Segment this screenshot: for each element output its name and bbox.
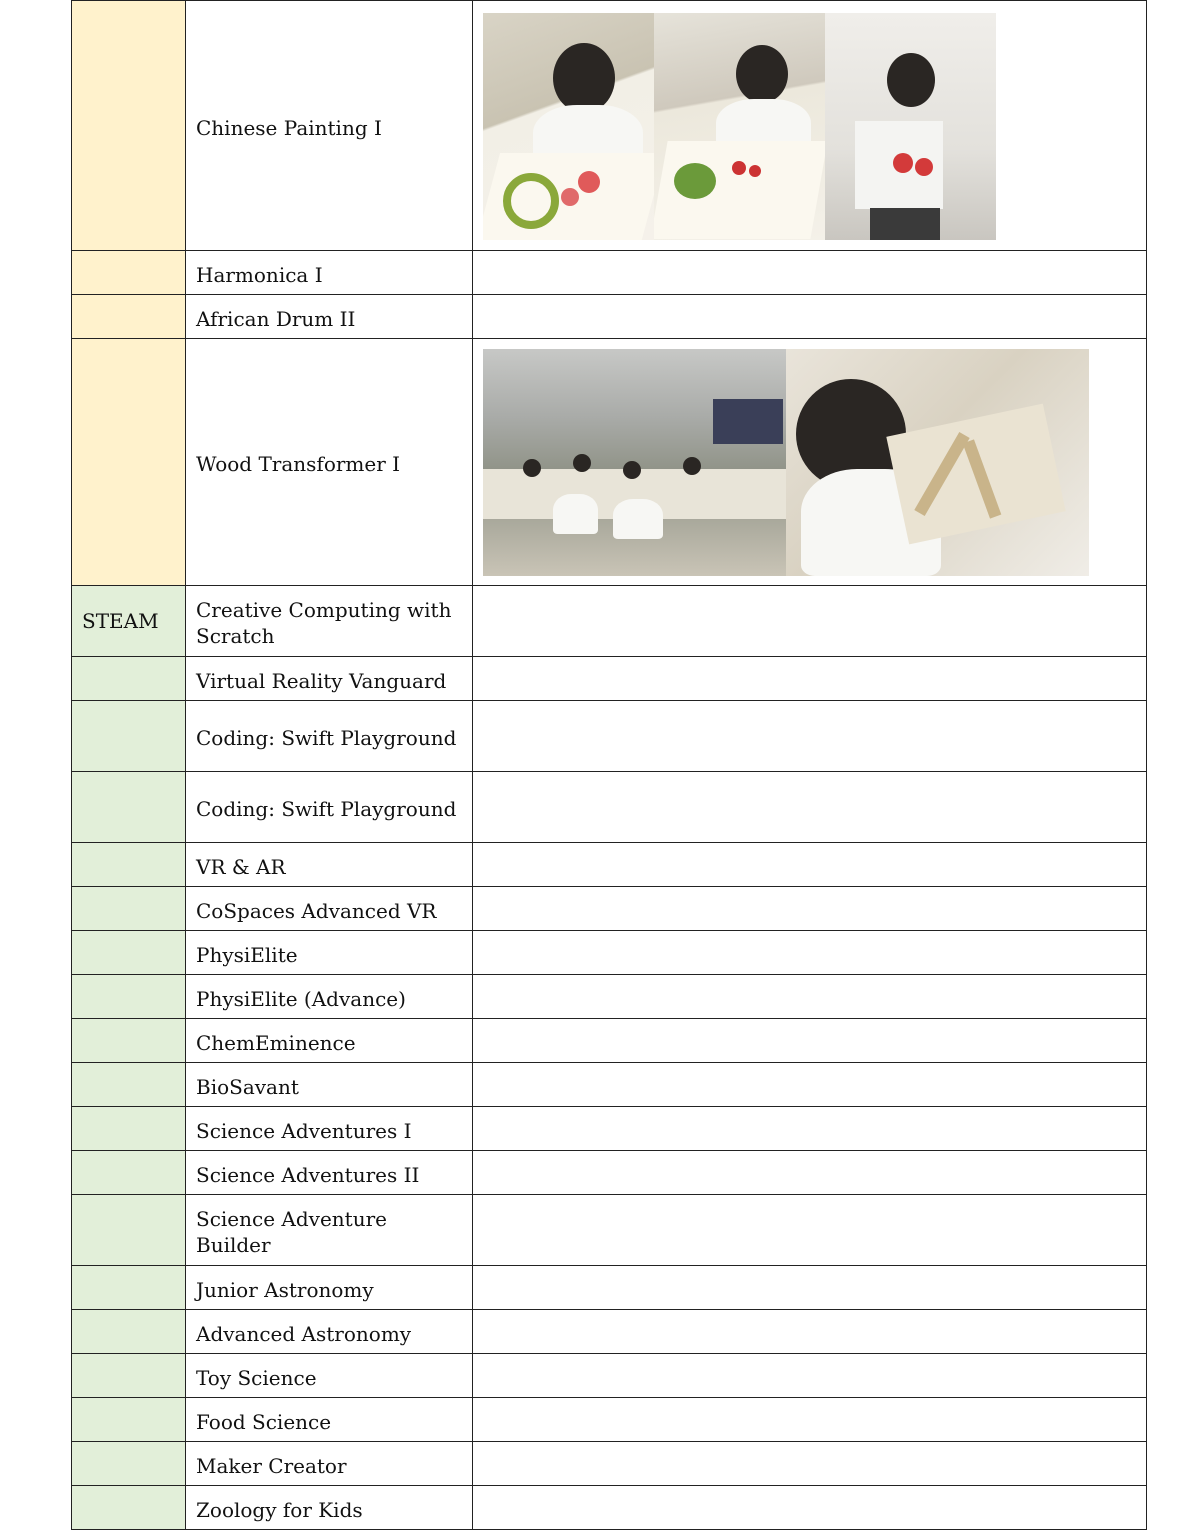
category-cell <box>72 295 186 339</box>
photo-cell <box>473 1266 1147 1310</box>
table-row <box>72 1195 1147 1266</box>
photo-cell <box>473 1310 1147 1354</box>
category-cell <box>72 887 186 931</box>
table-row <box>72 1486 1147 1530</box>
category-cell <box>72 772 186 843</box>
table-row <box>72 931 1147 975</box>
photo-cell <box>473 251 1147 295</box>
wood-transformer-photo-1 <box>483 349 786 576</box>
category-cell <box>72 1151 186 1195</box>
category-cell <box>72 1195 186 1266</box>
table-row <box>72 1107 1147 1151</box>
table-row <box>72 1266 1147 1310</box>
activity-name: Coding: Swift Playground <box>186 701 473 772</box>
category-cell <box>72 1354 186 1398</box>
category-cell <box>72 843 186 887</box>
photo-cell <box>473 931 1147 975</box>
activity-name: Science Adventure Builder <box>186 1195 473 1266</box>
activity-name: Food Science <box>186 1398 473 1442</box>
chinese-painting-photo-1 <box>483 13 654 240</box>
table-row <box>72 1019 1147 1063</box>
activity-name: Wood Transformer I <box>186 339 473 586</box>
activity-name: Creative Computing with Scratch <box>186 586 473 657</box>
table-row <box>72 1 1147 251</box>
activity-name: African Drum II <box>186 295 473 339</box>
photo-cell <box>473 1354 1147 1398</box>
photo-cell <box>473 1442 1147 1486</box>
activity-name: Junior Astronomy <box>186 1266 473 1310</box>
activity-name: Zoology for Kids <box>186 1486 473 1530</box>
photo-cell <box>473 586 1147 657</box>
activity-name: CoSpaces Advanced VR <box>186 887 473 931</box>
table-row <box>72 586 1147 657</box>
activity-name: Maker Creator <box>186 1442 473 1486</box>
activity-name: PhysiElite <box>186 931 473 975</box>
chinese-painting-photo-3 <box>825 13 996 240</box>
activity-name: Virtual Reality Vanguard <box>186 657 473 701</box>
photo-cell <box>473 339 1147 586</box>
photo-cell <box>473 772 1147 843</box>
table-row <box>72 975 1147 1019</box>
category-cell <box>72 1310 186 1354</box>
category-cell <box>72 931 186 975</box>
activity-name: BioSavant <box>186 1063 473 1107</box>
wood-transformer-photo-2 <box>786 349 1089 576</box>
table-row <box>72 1398 1147 1442</box>
photo-cell <box>473 1195 1147 1266</box>
photo-cell <box>473 975 1147 1019</box>
activity-name: Science Adventures II <box>186 1151 473 1195</box>
photo-cell <box>473 887 1147 931</box>
photo-cell <box>473 295 1147 339</box>
category-cell <box>72 1398 186 1442</box>
category-label: STEAM <box>72 586 186 657</box>
activity-name: VR & AR <box>186 843 473 887</box>
category-cell <box>72 1019 186 1063</box>
photo-cell <box>473 1486 1147 1530</box>
photo-cell <box>473 1063 1147 1107</box>
activities-table <box>71 0 1147 1530</box>
table-row <box>72 295 1147 339</box>
activity-name: Science Adventures I <box>186 1107 473 1151</box>
table-row <box>72 843 1147 887</box>
table-row <box>72 251 1147 295</box>
activity-name: Toy Science <box>186 1354 473 1398</box>
photo-cell <box>473 1107 1147 1151</box>
photo-strip <box>483 349 1146 576</box>
table-row <box>72 701 1147 772</box>
table-row <box>72 1151 1147 1195</box>
category-cell <box>72 339 186 586</box>
category-cell <box>72 1486 186 1530</box>
table-row <box>72 1310 1147 1354</box>
category-cell <box>72 251 186 295</box>
activity-name: Advanced Astronomy <box>186 1310 473 1354</box>
photo-cell <box>473 657 1147 701</box>
activity-name: PhysiElite (Advance) <box>186 975 473 1019</box>
photo-cell <box>473 1 1147 251</box>
table-row <box>72 772 1147 843</box>
category-cell <box>72 1063 186 1107</box>
chinese-painting-photo-2 <box>654 13 825 240</box>
activity-name: Harmonica I <box>186 251 473 295</box>
photo-cell <box>473 843 1147 887</box>
activity-name: Chinese Painting I <box>186 1 473 251</box>
category-cell <box>72 701 186 772</box>
category-cell <box>72 1107 186 1151</box>
category-cell <box>72 1442 186 1486</box>
activity-name: Coding: Swift Playground <box>186 772 473 843</box>
category-cell <box>72 1 186 251</box>
table-row <box>72 887 1147 931</box>
table-row <box>72 1063 1147 1107</box>
photo-strip <box>483 13 1146 240</box>
table-row <box>72 1354 1147 1398</box>
photo-cell <box>473 701 1147 772</box>
photo-cell <box>473 1398 1147 1442</box>
table-row <box>72 657 1147 701</box>
photo-cell <box>473 1151 1147 1195</box>
table-row <box>72 1442 1147 1486</box>
photo-cell <box>473 1019 1147 1063</box>
category-cell <box>72 657 186 701</box>
category-cell <box>72 1266 186 1310</box>
activity-name: ChemEminence <box>186 1019 473 1063</box>
table-row <box>72 339 1147 586</box>
category-cell <box>72 975 186 1019</box>
